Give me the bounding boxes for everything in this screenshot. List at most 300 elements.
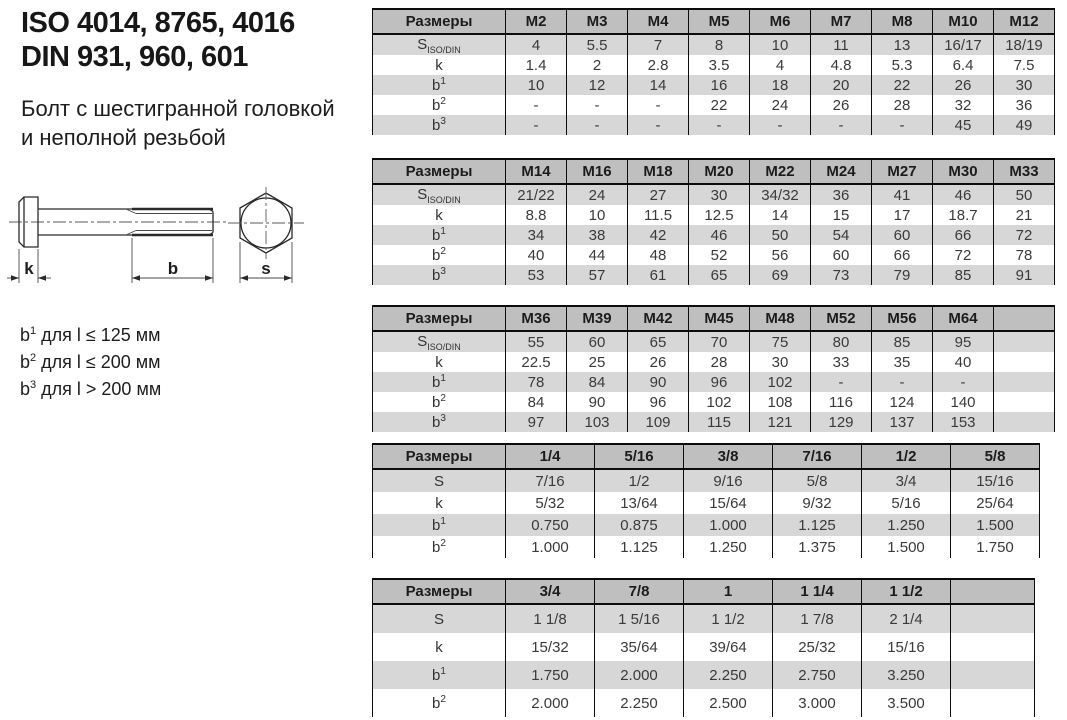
row-label: $b^1$ <box>373 75 506 95</box>
value-cell: 78 <box>994 245 1055 265</box>
row-label: $S_{ISO/DIN}$ <box>373 331 506 352</box>
table-metric-m2-m12 <box>372 8 1055 135</box>
table-row <box>373 55 1055 75</box>
value-cell: 46 <box>933 184 994 205</box>
value-cell: 11 <box>811 34 872 55</box>
value-cell: 27 <box>628 184 689 205</box>
value-cell: 38 <box>567 225 628 245</box>
value-cell: 3/4 <box>862 469 951 492</box>
row-label: $S_{ISO/DIN}$ <box>373 34 506 55</box>
value-cell: 1.000 <box>684 514 773 536</box>
value-cell: 5.5 <box>567 34 628 55</box>
value-cell: 0.750 <box>506 514 595 536</box>
value-cell: - <box>506 115 567 135</box>
value-cell: 18.7 <box>933 205 994 225</box>
row-label: $b^3$ <box>373 115 506 135</box>
row-label: k <box>373 633 506 661</box>
value-cell: 1.125 <box>773 514 862 536</box>
value-cell: 78 <box>506 372 567 392</box>
value-cell: 5/32 <box>506 492 595 514</box>
value-cell: 72 <box>933 245 994 265</box>
table-row <box>373 689 1035 717</box>
column-header-cell: M52 <box>811 306 872 331</box>
empty-header-cell <box>994 306 1055 331</box>
value-cell: 14 <box>750 205 811 225</box>
value-cell: 2.000 <box>506 689 595 717</box>
dimension-tables <box>372 0 1067 720</box>
value-cell: 6.4 <box>933 55 994 75</box>
value-cell: 13/64 <box>595 492 684 514</box>
column-header-cell: M30 <box>933 159 994 184</box>
value-cell: 2.250 <box>684 661 773 689</box>
value-cell: 65 <box>628 331 689 352</box>
value-cell: 129 <box>811 412 872 432</box>
value-cell: 25 <box>567 352 628 372</box>
empty-cell <box>994 331 1055 352</box>
value-cell: 97 <box>506 412 567 432</box>
column-header-cell: M4 <box>628 9 689 34</box>
value-cell: 41 <box>872 184 933 205</box>
table-inch-small <box>372 443 1040 558</box>
value-cell: 1/2 <box>595 469 684 492</box>
empty-cell <box>951 633 1035 661</box>
row-label: $b^3$ <box>373 265 506 285</box>
size-label-header: Размеры <box>373 306 506 331</box>
value-cell: - <box>872 372 933 392</box>
row-label: $b^2$ <box>373 536 506 558</box>
value-cell: 53 <box>506 265 567 285</box>
value-cell: 26 <box>811 95 872 115</box>
value-cell: 1.500 <box>862 536 951 558</box>
value-cell: - <box>567 115 628 135</box>
column-header-cell: M48 <box>750 306 811 331</box>
value-cell: 16 <box>689 75 750 95</box>
value-cell: 25/64 <box>951 492 1040 514</box>
row-label: k <box>373 352 506 372</box>
column-header-cell: 1 1/2 <box>862 579 951 604</box>
value-cell: 12 <box>567 75 628 95</box>
value-cell: 17 <box>872 205 933 225</box>
column-header-cell: 1/2 <box>862 444 951 469</box>
table-row <box>373 34 1055 55</box>
value-cell: 32 <box>933 95 994 115</box>
table-row <box>373 115 1055 135</box>
row-label: $b^1$ <box>373 661 506 689</box>
value-cell: 40 <box>933 352 994 372</box>
row-label: $b^2$ <box>373 95 506 115</box>
value-cell: 115 <box>689 412 750 432</box>
value-cell: 61 <box>628 265 689 285</box>
size-label-header: Размеры <box>373 159 506 184</box>
value-cell: 116 <box>811 392 872 412</box>
value-cell: 95 <box>933 331 994 352</box>
value-cell: - <box>811 372 872 392</box>
column-header-cell: M45 <box>689 306 750 331</box>
table-row <box>373 95 1055 115</box>
dim-label-k: k <box>24 259 34 278</box>
value-cell: 33 <box>811 352 872 372</box>
column-header-cell: M2 <box>506 9 567 34</box>
row-label: k <box>373 205 506 225</box>
value-cell: - <box>506 95 567 115</box>
value-cell: 84 <box>506 392 567 412</box>
column-header-cell: 1 <box>684 579 773 604</box>
empty-cell <box>994 352 1055 372</box>
value-cell: 20 <box>811 75 872 95</box>
value-cell: 8.8 <box>506 205 567 225</box>
value-cell: 9/16 <box>684 469 773 492</box>
value-cell: 1 5/16 <box>595 604 684 633</box>
value-cell: 121 <box>750 412 811 432</box>
column-header-cell: M10 <box>933 9 994 34</box>
value-cell: 109 <box>628 412 689 432</box>
table-header-row <box>373 9 1055 34</box>
value-cell: 1 7/8 <box>773 604 862 633</box>
value-cell: 14 <box>628 75 689 95</box>
value-cell: 4 <box>506 34 567 55</box>
value-cell: 21 <box>994 205 1055 225</box>
column-header-cell: 3/8 <box>684 444 773 469</box>
value-cell: 108 <box>750 392 811 412</box>
note-line: $b^3$ для l > 200 мм <box>20 379 162 399</box>
value-cell: 36 <box>994 95 1055 115</box>
value-cell: 153 <box>933 412 994 432</box>
value-cell: 60 <box>811 245 872 265</box>
column-header-cell: 1 1/4 <box>773 579 862 604</box>
row-label: $b^2$ <box>373 689 506 717</box>
row-label: k <box>373 55 506 75</box>
value-cell: 10 <box>506 75 567 95</box>
row-label: $b^1$ <box>373 372 506 392</box>
value-cell: 16/17 <box>933 34 994 55</box>
value-cell: 30 <box>994 75 1055 95</box>
value-cell: - <box>628 95 689 115</box>
value-cell: 1.500 <box>951 514 1040 536</box>
empty-cell <box>994 412 1055 432</box>
empty-cell <box>951 689 1035 717</box>
thread-length-notes <box>20 320 161 401</box>
value-cell: 66 <box>872 245 933 265</box>
subtitle-line1: Болт с шестигранной головкой <box>21 96 335 121</box>
table-row <box>373 331 1055 352</box>
value-cell: 22 <box>689 95 750 115</box>
value-cell: 70 <box>689 331 750 352</box>
value-cell: 2.000 <box>595 661 684 689</box>
row-label: k <box>373 492 506 514</box>
value-cell: 3.000 <box>773 689 862 717</box>
column-header-cell: M18 <box>628 159 689 184</box>
row-label: $S_{ISO/DIN}$ <box>373 184 506 205</box>
column-header-cell: M27 <box>872 159 933 184</box>
value-cell: 69 <box>750 265 811 285</box>
value-cell: 1.250 <box>862 514 951 536</box>
value-cell: 2.250 <box>595 689 684 717</box>
column-header-cell: M42 <box>628 306 689 331</box>
column-header-cell: 1/4 <box>506 444 595 469</box>
table-row <box>373 412 1055 432</box>
value-cell: 18/19 <box>994 34 1055 55</box>
value-cell: 1.250 <box>684 536 773 558</box>
value-cell: 49 <box>994 115 1055 135</box>
bolt-head-front-view <box>228 187 304 259</box>
value-cell: 3.250 <box>862 661 951 689</box>
value-cell: 2.500 <box>684 689 773 717</box>
table-metric-m36-m64 <box>372 305 1055 432</box>
table-header-row <box>373 159 1055 184</box>
dim-label-s: s <box>261 259 271 278</box>
value-cell: 85 <box>872 331 933 352</box>
table-row <box>373 75 1055 95</box>
value-cell: 36 <box>811 184 872 205</box>
value-cell: 24 <box>567 184 628 205</box>
value-cell: 4.8 <box>811 55 872 75</box>
table-inch-large <box>372 578 1035 717</box>
table-row <box>373 661 1035 689</box>
column-header-cell: 5/8 <box>951 444 1040 469</box>
column-header-cell: M24 <box>811 159 872 184</box>
value-cell: 60 <box>567 331 628 352</box>
value-cell: 54 <box>811 225 872 245</box>
value-cell: 28 <box>689 352 750 372</box>
value-cell: 3.500 <box>862 689 951 717</box>
value-cell: 15/16 <box>862 633 951 661</box>
subtitle-line2: и неполной резьбой <box>21 125 226 150</box>
value-cell: 10 <box>750 34 811 55</box>
value-cell: 90 <box>628 372 689 392</box>
value-cell: 102 <box>750 372 811 392</box>
value-cell: 1 1/2 <box>684 604 773 633</box>
table-header-row <box>373 579 1035 604</box>
note-line: $b^2$ для l ≤ 200 мм <box>20 352 161 372</box>
column-header-cell: M12 <box>994 9 1055 34</box>
value-cell: 46 <box>689 225 750 245</box>
value-cell: 96 <box>689 372 750 392</box>
value-cell: 1.375 <box>773 536 862 558</box>
column-header-cell: M36 <box>506 306 567 331</box>
column-header-cell: M5 <box>689 9 750 34</box>
column-header-cell: M3 <box>567 9 628 34</box>
table-row <box>373 492 1040 514</box>
value-cell: 124 <box>872 392 933 412</box>
value-cell: 18 <box>750 75 811 95</box>
column-header-cell: M22 <box>750 159 811 184</box>
value-cell: 91 <box>994 265 1055 285</box>
table-header-row <box>373 306 1055 331</box>
value-cell: 9/32 <box>773 492 862 514</box>
value-cell: 66 <box>933 225 994 245</box>
value-cell: 2.8 <box>628 55 689 75</box>
value-cell: 56 <box>750 245 811 265</box>
value-cell: 50 <box>750 225 811 245</box>
value-cell: 96 <box>628 392 689 412</box>
bolt-technical-drawing <box>6 186 318 310</box>
value-cell: 15/32 <box>506 633 595 661</box>
table-header-row <box>373 444 1040 469</box>
value-cell: 30 <box>750 352 811 372</box>
value-cell: 80 <box>811 331 872 352</box>
table-row <box>373 604 1035 633</box>
row-label: $b^2$ <box>373 392 506 412</box>
row-label: S <box>373 604 506 633</box>
value-cell: 52 <box>689 245 750 265</box>
value-cell: 15/16 <box>951 469 1040 492</box>
value-cell: 2 <box>567 55 628 75</box>
value-cell: 45 <box>933 115 994 135</box>
value-cell: 50 <box>994 184 1055 205</box>
value-cell: 34 <box>506 225 567 245</box>
note-line: $b^1$ для l ≤ 125 мм <box>20 325 161 345</box>
value-cell: 22 <box>872 75 933 95</box>
table-row <box>373 372 1055 392</box>
empty-cell <box>994 372 1055 392</box>
table-row <box>373 469 1040 492</box>
row-label: $b^1$ <box>373 514 506 536</box>
value-cell: 30 <box>689 184 750 205</box>
column-header-cell: M14 <box>506 159 567 184</box>
value-cell: 35/64 <box>595 633 684 661</box>
empty-cell <box>951 604 1035 633</box>
value-cell: 42 <box>628 225 689 245</box>
value-cell: 0.875 <box>595 514 684 536</box>
value-cell: 137 <box>872 412 933 432</box>
column-header-cell: M16 <box>567 159 628 184</box>
column-header-cell: M33 <box>994 159 1055 184</box>
value-cell: 35 <box>872 352 933 372</box>
size-label-header: Размеры <box>373 9 506 34</box>
value-cell: 60 <box>872 225 933 245</box>
column-header-cell: 5/16 <box>595 444 684 469</box>
value-cell: 1 1/8 <box>506 604 595 633</box>
value-cell: - <box>872 115 933 135</box>
value-cell: - <box>750 115 811 135</box>
size-label-header: Размеры <box>373 444 506 469</box>
value-cell: 102 <box>689 392 750 412</box>
value-cell: - <box>567 95 628 115</box>
value-cell: 26 <box>628 352 689 372</box>
value-cell: 11.5 <box>628 205 689 225</box>
column-header-cell: 7/16 <box>773 444 862 469</box>
value-cell: 5.3 <box>872 55 933 75</box>
value-cell: 65 <box>689 265 750 285</box>
value-cell: 90 <box>567 392 628 412</box>
table-row <box>373 352 1055 372</box>
page-subtitle <box>21 94 335 152</box>
value-cell: 103 <box>567 412 628 432</box>
table-row <box>373 633 1035 661</box>
row-label: $b^2$ <box>373 245 506 265</box>
value-cell: 26 <box>933 75 994 95</box>
value-cell: - <box>933 372 994 392</box>
dim-label-b: b <box>167 259 179 278</box>
row-label: $b^1$ <box>373 225 506 245</box>
value-cell: 1.125 <box>595 536 684 558</box>
value-cell: 4 <box>750 55 811 75</box>
value-cell: 3.5 <box>689 55 750 75</box>
table-row <box>373 392 1055 412</box>
size-label-header: Размеры <box>373 579 506 604</box>
dimension-k <box>7 249 51 283</box>
value-cell: 44 <box>567 245 628 265</box>
value-cell: 13 <box>872 34 933 55</box>
value-cell: 7.5 <box>994 55 1055 75</box>
row-label: S <box>373 469 506 492</box>
value-cell: 55 <box>506 331 567 352</box>
value-cell: 2 1/4 <box>862 604 951 633</box>
row-label: $b^3$ <box>373 412 506 432</box>
table-row <box>373 536 1040 558</box>
value-cell: - <box>689 115 750 135</box>
value-cell: 15 <box>811 205 872 225</box>
title-din: DIN 931, 960, 601 <box>21 41 248 73</box>
column-header-cell: M56 <box>872 306 933 331</box>
value-cell: 22.5 <box>506 352 567 372</box>
column-header-cell: M64 <box>933 306 994 331</box>
column-header-cell: M8 <box>872 9 933 34</box>
value-cell: 79 <box>872 265 933 285</box>
empty-cell <box>994 392 1055 412</box>
value-cell: 140 <box>933 392 994 412</box>
value-cell: 1.750 <box>506 661 595 689</box>
value-cell: 75 <box>750 331 811 352</box>
empty-cell <box>951 661 1035 689</box>
dimension-b <box>132 238 213 283</box>
table-row <box>373 205 1055 225</box>
column-header-cell: 7/8 <box>595 579 684 604</box>
value-cell: 40 <box>506 245 567 265</box>
table-row <box>373 225 1055 245</box>
column-header-cell: 3/4 <box>506 579 595 604</box>
value-cell: 84 <box>567 372 628 392</box>
column-header-cell: M39 <box>567 306 628 331</box>
table-row <box>373 245 1055 265</box>
value-cell: 1.750 <box>951 536 1040 558</box>
value-cell: 34/32 <box>750 184 811 205</box>
column-header-cell: M6 <box>750 9 811 34</box>
column-header-cell: M20 <box>689 159 750 184</box>
value-cell: 85 <box>933 265 994 285</box>
table-metric-m14-m33 <box>372 158 1055 285</box>
value-cell: 72 <box>994 225 1055 245</box>
value-cell: 57 <box>567 265 628 285</box>
value-cell: 1.000 <box>506 536 595 558</box>
table-row <box>373 184 1055 205</box>
value-cell: 48 <box>628 245 689 265</box>
value-cell: 25/32 <box>773 633 862 661</box>
value-cell: 21/22 <box>506 184 567 205</box>
value-cell: 2.750 <box>773 661 862 689</box>
value-cell: 8 <box>689 34 750 55</box>
value-cell: 5/8 <box>773 469 862 492</box>
value-cell: 28 <box>872 95 933 115</box>
table-row <box>373 265 1055 285</box>
value-cell: 24 <box>750 95 811 115</box>
value-cell: 73 <box>811 265 872 285</box>
left-panel <box>0 0 370 720</box>
value-cell: 15/64 <box>684 492 773 514</box>
table-row <box>373 514 1040 536</box>
column-header-cell: M7 <box>811 9 872 34</box>
value-cell: 7 <box>628 34 689 55</box>
value-cell: 1.4 <box>506 55 567 75</box>
page-title <box>21 6 295 74</box>
value-cell: - <box>811 115 872 135</box>
value-cell: 10 <box>567 205 628 225</box>
title-iso: ISO 4014, 8765, 4016 <box>21 7 295 39</box>
value-cell: 39/64 <box>684 633 773 661</box>
value-cell: 7/16 <box>506 469 595 492</box>
value-cell: 5/16 <box>862 492 951 514</box>
value-cell: 12.5 <box>689 205 750 225</box>
